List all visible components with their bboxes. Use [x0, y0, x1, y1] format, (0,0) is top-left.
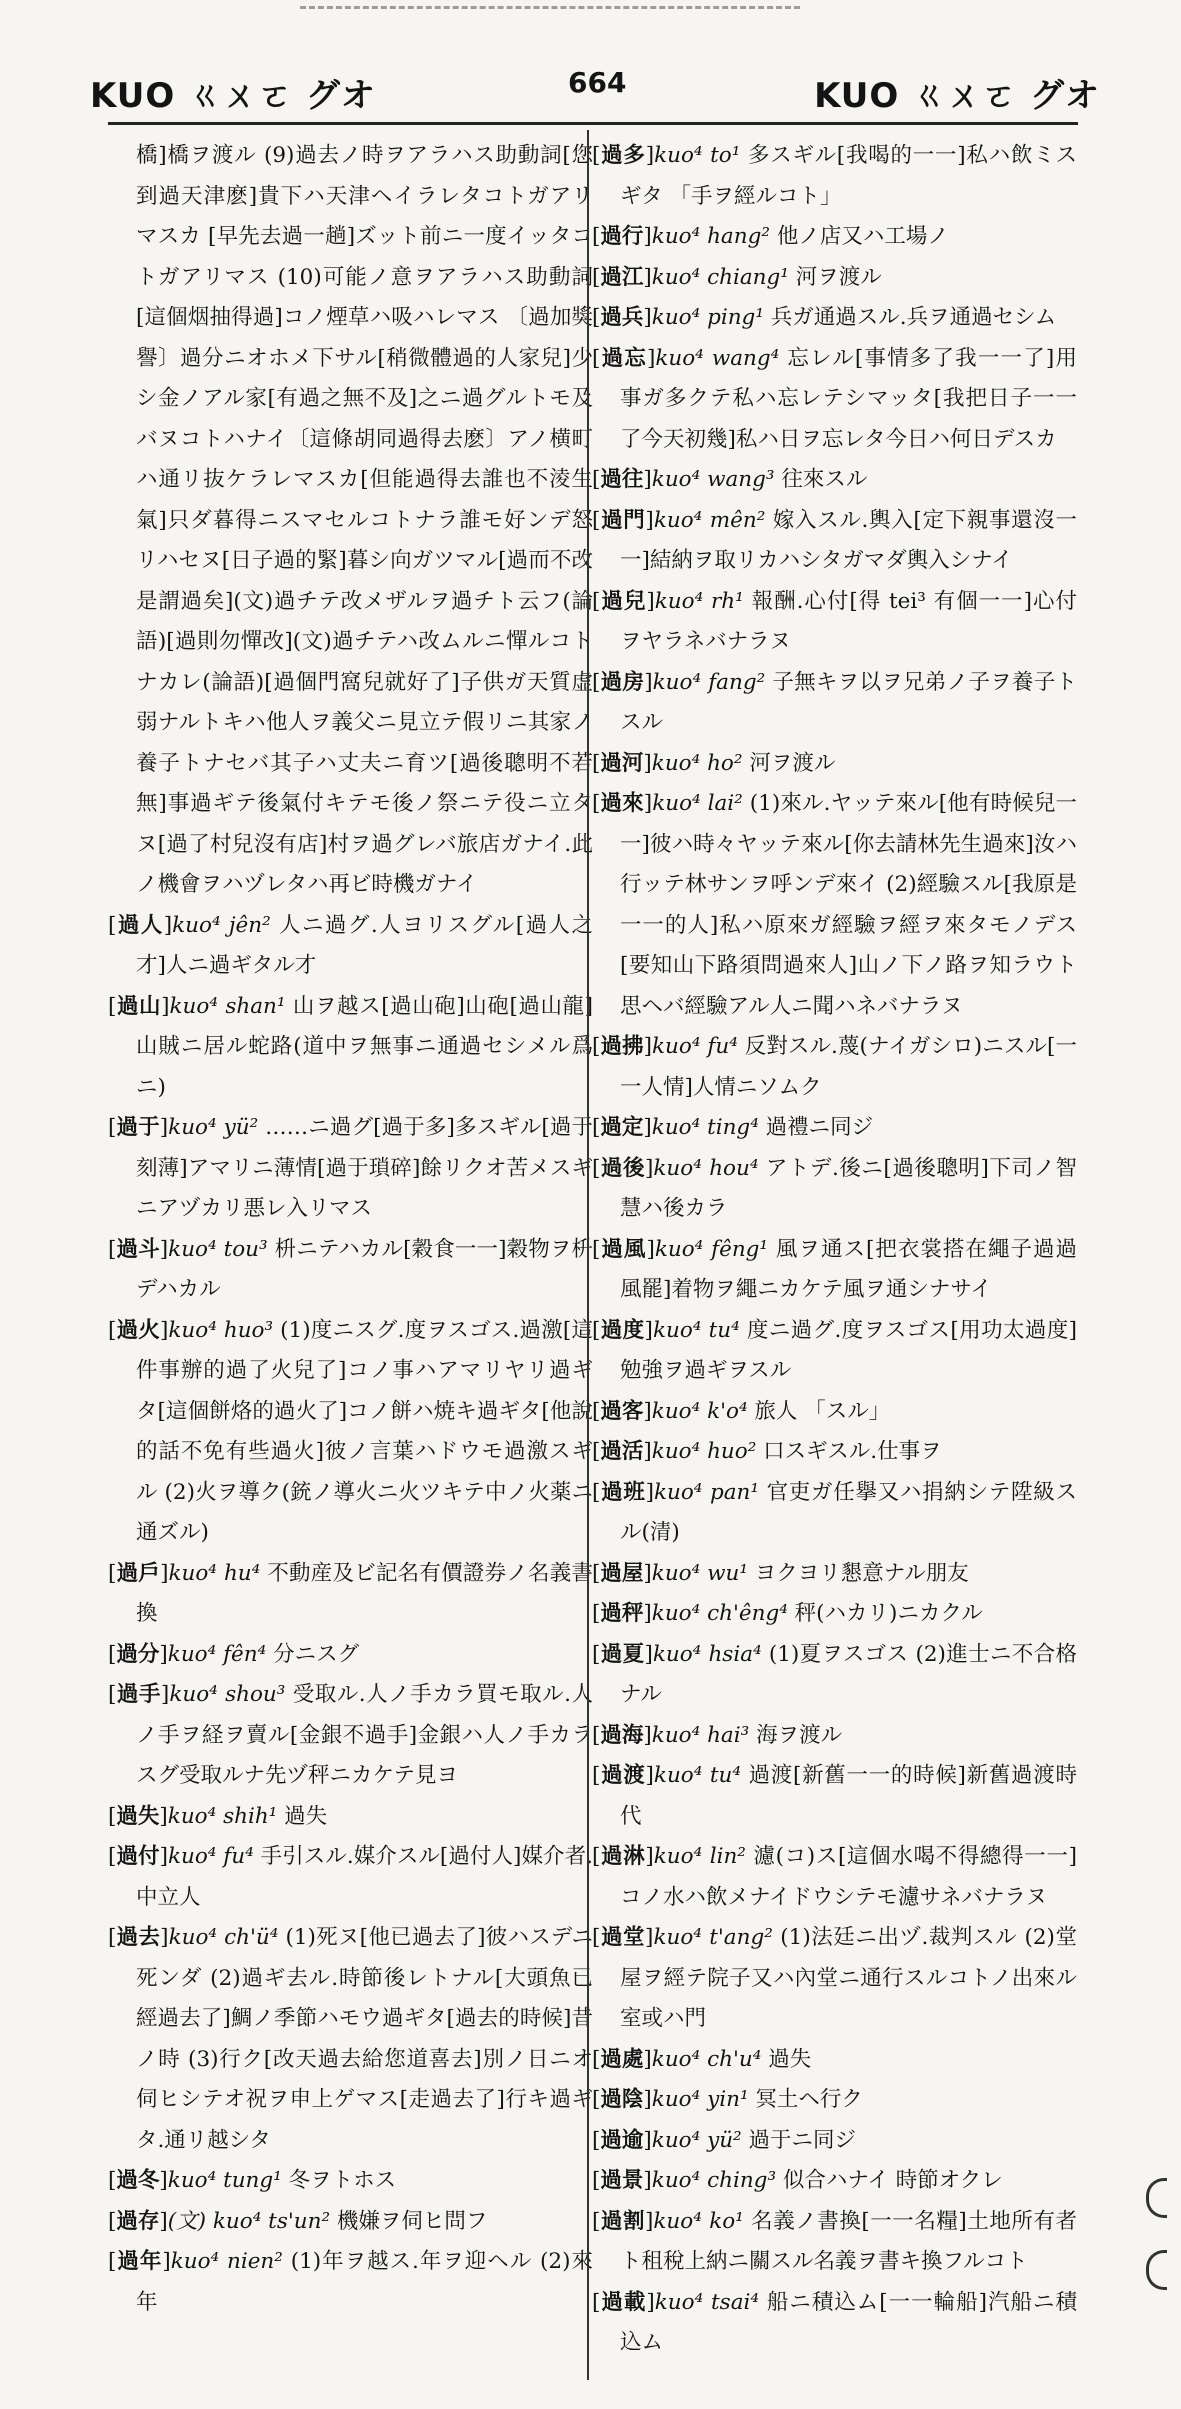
dictionary-entry: [過往]kuo⁴ wang³ 往來スル: [592, 467, 868, 492]
dictionary-entry: [過拂]kuo⁴ fu⁴ 反對スル.蔑(ナイガシロ)ニスル[一一人情]人情ニソムク: [592, 1034, 1077, 1100]
entry-definition: ヨクヨリ懇意ナル朋友: [754, 1560, 969, 1586]
entry-romanization: kuo⁴ ko¹: [653, 2208, 744, 2234]
entry-romanization: kuo⁴ huo³: [168, 1317, 274, 1343]
entry-headword: 過往: [600, 467, 644, 492]
margin-bracket-mark: [1146, 2178, 1167, 2218]
entry-definition: 冥土ヘ行ク: [755, 2087, 863, 2112]
entry-romanization: kuo⁴ rh¹: [654, 588, 744, 614]
entry-romanization: kuo⁴ ch'ü⁴: [168, 1925, 279, 1950]
entry-romanization: kuo⁴ shou³: [169, 1682, 286, 1707]
entry-definition: (1)年ヲ越ス.年ヲ迎ヘル (2)來年: [135, 2249, 593, 2315]
dictionary-entry: [過夏]kuo⁴ hsia⁴ (1)夏ヲスゴス (2)進士ニ不合格ナル: [592, 1641, 1077, 1707]
entry-romanization: kuo⁴ fên⁴: [167, 1641, 267, 1667]
entry-headword: 過于: [116, 1115, 160, 1140]
dictionary-entry: [過山]kuo⁴ shan¹ 山ヲ越ス[過山砲]山砲[過山龍]山賊ニ居ル蛇路(道中ヲ無事ニ通過セシメル爲ニ): [108, 993, 593, 1100]
dictionary-entry: [過手]kuo⁴ shou³ 受取ル.人ノ手カラ買モ取ル.人ノ手ヲ経ヲ賣ル[金銀不過手]金銀ハ人ノ手カラスグ受取ルナ先ヅ秤ニカケテ見ヨ: [108, 1682, 593, 1788]
dictionary-entry: [過河]kuo⁴ ho² 河ヲ渡ル: [592, 750, 836, 776]
entry-definition: 往來スル: [781, 467, 868, 492]
entry-headword: 過定: [600, 1115, 644, 1140]
entry-romanization: kuo⁴ ch'u⁴: [651, 2046, 762, 2072]
dictionary-entry: [過戶]kuo⁴ hu⁴ 不動産及ビ記名有價證券ノ名義書換: [108, 1560, 593, 1626]
entry-definition: 秤(ハカリ)ニカクル: [794, 1601, 983, 1626]
page-number: 664: [568, 66, 627, 99]
entry-headword: 過忘: [600, 345, 647, 371]
entry-romanization: kuo⁴ hai³: [651, 1722, 750, 1748]
entry-romanization: kuo⁴ wang⁴: [655, 345, 780, 371]
entry-romanization: kuo⁴ pan¹: [653, 1479, 759, 1505]
dictionary-entry: [過年]kuo⁴ nien² (1)年ヲ越ス.年ヲ迎ヘル (2)來年: [108, 2249, 593, 2315]
entry-definition: 忘レル[事情多了我一一了]用事ガ多クテ私ハ忘レテシマッタ[我把日子一一了今天初幾]私ハ日ヲ忘レタ今日ハ何日デスカ: [619, 345, 1077, 452]
dictionary-entry: [過于]kuo⁴ yü² ……ニ過グ[過于多]多スギル[過于刻薄]アマリニ薄情[過于瑣碎]餘リクオ苦メスギニアヅカリ悪レ入リマス: [108, 1115, 593, 1221]
entry-headword: 過江: [600, 264, 644, 290]
column-divider: [587, 130, 589, 2380]
header-rule: [108, 122, 1078, 125]
entry-romanization: kuo⁴ ho²: [651, 750, 743, 776]
entry-romanization: kuo⁴ tu⁴: [653, 1763, 742, 1788]
entry-romanization: kuo⁴ hou⁴: [653, 1155, 759, 1181]
dictionary-entry: [過分]kuo⁴ fên⁴ 分ニスグ: [108, 1641, 360, 1667]
entry-headword: 過海: [600, 1722, 644, 1748]
entry-romanization: kuo⁴ ching³: [651, 2168, 777, 2193]
dictionary-entry: [過處]kuo⁴ ch'u⁴ 過失: [592, 2046, 812, 2072]
scan-edge-marks: [300, 6, 800, 15]
entry-romanization: kuo⁴ huo²: [651, 1439, 757, 1464]
dictionary-entry: [過風]kuo⁴ fêng¹ 風ヲ通ス[把衣裳搭在繩子過過風罷]着物ヲ繩ニカケテ風ヲ通シナサイ: [592, 1236, 1077, 1302]
entry-headword: 過山: [116, 993, 162, 1019]
entry-headword: 過後: [600, 1155, 645, 1181]
dictionary-entry: [過火]kuo⁴ huo³ (1)度ニスグ.度ヲスゴス.過激[這件事辦的過了火兒了]コノ事ハアマリヤリ過ギタ[這個餅烙的過火了]コノ餅ハ焼キ過ギタ[他說的話不免有些過火]彼ノ言葉ハドウモ過激スギル (2)火ヲ導ク(銃ノ導火ニ火ツキテ中ノ火薬ニ通ズル): [108, 1317, 593, 1545]
dictionary-entry: [過存](文) kuo⁴ ts'un² 機嫌ヲ伺ヒ問フ: [108, 2208, 488, 2234]
entry-definition: 似合ハナイ 時節オクレ: [782, 2168, 1003, 2193]
entry-headword: 過去: [116, 1925, 161, 1950]
entry-romanization: kuo⁴ tsai⁴: [654, 2289, 760, 2315]
entry-headword: 過行: [600, 224, 644, 249]
dictionary-entry: [過海]kuo⁴ hai³ 海ヲ渡ル: [592, 1722, 843, 1748]
entry-definition: (1)來ル.ヤッテ來ル[他有時候兒一一]彼ハ時々ヤッテ來ル[你去請林先生過來]汝ハ行ッテ林サンヲ呼ンデ來イ (2)經驗スル[我原是一一的人]私ハ原來ガ經驗ヲ經ヲ來タモノデス[要知山下路須問過來人]山ノ下ノ路ヲ知ラウト思ヘバ經驗アル人ニ聞ハネバナラヌ: [619, 791, 1077, 1019]
entry-definition: ……ニ過グ[過于多]多スギル[過于刻薄]アマリニ薄情[過于瑣碎]餘リクオ苦メスギニアヅカリ悪レ入リマス: [135, 1115, 593, 1221]
entry-definition: (1)死ヌ[他已過去了]彼ハスデニ死ンダ (2)過ギ去ル.時節後レトナル[大頭魚已經過去了]鯛ノ季節ハモウ過ギタ[過去的時候]昔ノ時 (3)行ク[改天過去給您道喜去]別ノ日ニオ伺ヒシテオ祝ヲ申上ゲマス[走過去了]行キ過ギタ.通リ越シタ: [135, 1925, 593, 2153]
entry-headword: 過淋: [600, 1844, 646, 1869]
dictionary-entry: [過房]kuo⁴ fang² 子無キヲ以ヲ兄弟ノ子ヲ養子トスル: [592, 669, 1077, 735]
dictionary-entry: [過載]kuo⁴ tsai⁴ 船ニ積込ム[一一輪船]汽船ニ積込ム: [592, 2289, 1077, 2355]
entry-romanization: kuo⁴ mên²: [653, 507, 766, 533]
entry-definition: 過失: [768, 2046, 812, 2072]
entry-headword: 過門: [600, 507, 646, 533]
entry-romanization: kuo⁴ tou³: [168, 1236, 268, 1262]
entry-headword: 過分: [116, 1641, 160, 1667]
entry-romanization: kuo⁴ fêng¹: [654, 1236, 769, 1262]
entry-definition: 不動産及ビ記名有價證券ノ名義書換: [135, 1560, 593, 1626]
entry-definition: 船ニ積込ム[一一輪船]汽船ニ積込ム: [619, 2289, 1077, 2355]
dictionary-entry: [過門]kuo⁴ mên² 嫁入スル.輿入[定下親事還沒一一]結納ヲ取リカハシタガマダ輿入シナイ: [592, 507, 1077, 573]
entry-headword: 過斗: [116, 1236, 160, 1262]
entry-definition: アトデ.後ニ[過後聰明]下司ノ智慧ハ後カラ: [619, 1155, 1077, 1221]
entry-definition: 分ニスグ: [273, 1641, 360, 1667]
entry-definition: 海ヲ渡ル: [756, 1722, 843, 1748]
entry-headword: 過渡: [600, 1763, 646, 1788]
entry-definition: 橋]橋ヲ渡ル (9)過去ノ時ヲアラハス助動詞[您到過天津麽]貴下ハ天津ヘイラレタコトガアリマスカ [早先去過一趟]ズット前ニ一度イッタコトガアリマス (10)可能ノ意ヲアラハス助動詞[這個烟抽得過]コノ煙草ハ吸ハレマス 〔過加獎譽〕過分ニオホメ下サル[稍微體過的人家兒]少シ金ノアル家[有過之無不及]之ニ過グルトモ及バヌコトハナイ〔這條胡同過得去麽〕アノ横町ハ通リ抜ケラレマスカ[但能過得去誰也不淩生氣]只ダ暮得ニスマセルコトナラ誰モ好ンデ怒リハセヌ[日子過的緊]暮シ向ガツマル[過而不改是謂過矣](文)過チテ改メザルヲ過チト云フ(論語)[過則勿憚改](文)過チテハ改ムルニ憚ルコトナカレ(論語)[過個門窩兒就好了]子供ガ天質虚弱ナルトキハ他人ヲ義父ニ見立テ假リニ其家ノ養子トナセバ其子ハ丈夫ニ育ツ[過後聰明不若無]事過ギテ後氣付キテモ後ノ祭ニテ役ニ立タヌ[過了村兒沒有店]村ヲ過グレバ旅店ガナイ.此ノ機會ヲハヅレタハ再ビ時機ガナイ: [135, 143, 593, 897]
entry-definition: 河ヲ渡ル: [795, 264, 882, 290]
entry-definition: 風ヲ通ス[把衣裳搭在繩子過過風罷]着物ヲ繩ニカケテ風ヲ通シナサイ: [619, 1236, 1077, 1302]
running-head-left: KUO ㄍㄨㄛ グオ: [90, 76, 376, 116]
dictionary-entry: [過逾]kuo⁴ yü² 過于ニ同ジ: [592, 2127, 857, 2153]
entry-romanization: kuo⁴ fu⁴: [167, 1844, 254, 1869]
dictionary-entry: [過活]kuo⁴ huo² 口スギスル.仕事ヲ: [592, 1439, 942, 1464]
entry-headword: 過付: [116, 1844, 160, 1869]
entry-headword: 過火: [116, 1317, 160, 1343]
entry-romanization: kuo⁴ ch'êng⁴: [651, 1601, 788, 1626]
entry-headword: 過度: [600, 1317, 645, 1343]
margin-bracket-mark: [1146, 2250, 1167, 2290]
entry-romanization: kuo⁴ fu⁴: [652, 1034, 738, 1059]
entry-romanization: kuo⁴ shan¹: [169, 993, 286, 1019]
entry-romanization: kuo⁴ tung¹: [167, 2168, 282, 2193]
entry-definition: 人ニ過グ.人ヨリスグル[過人之才]人ニ過ギタル才: [135, 912, 593, 978]
entry-definition: 機嫌ヲ伺ヒ問フ: [336, 2208, 488, 2234]
dictionary-entry: [過渡]kuo⁴ tu⁴ 過渡[新舊一一的時候]新舊過渡時代: [592, 1763, 1077, 1829]
dictionary-entry: [過多]kuo⁴ to¹ 多スギル[我喝的一一]私ハ飲ミスギタ 「手ヲ經ルコト」: [592, 143, 1077, 209]
entry-romanization: kuo⁴ jên²: [172, 912, 271, 938]
entry-definition: 官吏ガ任擧又ハ捐納シテ陞級スル(清): [619, 1479, 1077, 1545]
entry-headword: 過班: [600, 1479, 646, 1505]
entry-definition: 手引スル.媒介スル[過付人]媒介者.中立人: [135, 1844, 593, 1910]
entry-headword: 過河: [600, 750, 644, 776]
entry-headword: 過陰: [600, 2087, 644, 2112]
entry-definition: 旅人 「スル」: [754, 1398, 891, 1424]
entry-headword: 過房: [600, 669, 645, 695]
dictionary-entry: [過客]kuo⁴ k'o⁴ 旅人 「スル」: [592, 1398, 891, 1424]
entry-headword: 過夏: [600, 1641, 645, 1667]
entry-headword: 過多: [600, 143, 646, 168]
dictionary-entry: [過淋]kuo⁴ lin² 濾(コ)ス[這個水喝不得總得一一]コノ水ハ飲メナイドウシテモ濾サネバナラヌ: [592, 1844, 1077, 1910]
dictionary-entry: [過兒]kuo⁴ rh¹ 報酬.心付[得 tei³ 有個一一]心付ヲヤラネバナラヌ: [592, 588, 1077, 654]
dictionary-entry: [過人]kuo⁴ jên² 人ニ過グ.人ヨリスグル[過人之才]人ニ過ギタル才: [108, 912, 593, 978]
entry-definition: (1)度ニスグ.度ヲスゴス.過激[這件事辦的過了火兒了]コノ事ハアマリヤリ過ギタ[這個餅烙的過火了]コノ餅ハ焼キ過ギタ[他說的話不免有些過火]彼ノ言葉ハドウモ過激スギル (2)火ヲ導ク(銃ノ導火ニ火ツキテ中ノ火薬ニ通ズル): [135, 1317, 593, 1545]
entry-definition: 名義ノ書換[一一名糧]土地所有者ト租稅上納ニ關スル名義ヲ書キ換フルコト: [619, 2208, 1077, 2274]
dictionary-entry: [過陰]kuo⁴ yin¹ 冥土ヘ行ク: [592, 2087, 863, 2112]
entry-romanization: kuo⁴ yin¹: [651, 2087, 749, 2112]
entry-definition: 過禮ニ同ジ: [765, 1115, 874, 1140]
dictionary-entry: [過江]kuo⁴ chiang¹ 河ヲ渡ル: [592, 264, 882, 290]
entry-romanization: kuo⁴ t'ang²: [653, 1925, 773, 1950]
dictionary-entry: [108, 136, 593, 906]
entry-definition: 反對スル.蔑(ナイガシロ)ニスル[一一人情]人情ニソムク: [619, 1034, 1077, 1100]
entry-headword: 過載: [600, 2289, 647, 2315]
entry-romanization: kuo⁴ lin²: [653, 1844, 746, 1869]
entry-headword: 過景: [600, 2168, 644, 2193]
entry-definition: 冬ヲトホス: [288, 2168, 397, 2193]
entry-romanization: (文) kuo⁴ ts'un²: [167, 2208, 331, 2234]
entry-headword: 過拂: [600, 1034, 644, 1059]
running-head-right: KUO ㄍㄨㄛ グオ: [814, 76, 1100, 116]
entry-headword: 過手: [116, 1682, 161, 1707]
entry-headword: 過存: [116, 2208, 160, 2234]
entry-definition: 濾(コ)ス[這個水喝不得總得一一]コノ水ハ飲メナイドウシテモ濾サネバナラヌ: [619, 1844, 1077, 1910]
entry-definition: 受取ル.人ノ手カラ買モ取ル.人ノ手ヲ経ヲ賣ル[金銀不過手]金銀ハ人ノ手カラスグ受取ルナ先ヅ秤ニカケテ見ヨ: [135, 1682, 593, 1788]
dictionary-entry: [過兵]kuo⁴ ping¹ 兵ガ通過スル.兵ヲ通過セシム: [592, 305, 1057, 330]
entry-romanization: kuo⁴ shih¹: [167, 1803, 278, 1829]
right-column: [592, 136, 1077, 2376]
dictionary-entry: [過定]kuo⁴ ting⁴ 過禮ニ同ジ: [592, 1115, 874, 1140]
entry-definition: (1)法廷ニ出ヅ.裁判スル (2)堂屋ヲ經テ院子又ハ內堂ニ通行スルコトノ出來ル室或ハ門: [619, 1925, 1077, 2031]
entry-definition: 度ニ過グ.度ヲスゴス[用功太過度]勉強ヲ過ギヲスル: [619, 1317, 1077, 1383]
entry-romanization: kuo⁴ nien²: [170, 2249, 283, 2274]
entry-headword: 過兵: [600, 305, 644, 330]
dictionary-entry: [過去]kuo⁴ ch'ü⁴ (1)死ヌ[他已過去了]彼ハスデニ死ンダ (2)過ギ去ル.時節後レトナル[大頭魚已經過去了]鯛ノ季節ハモウ過ギタ[過去的時候]昔ノ時 (3)行ク[改天過去給您道喜去]別ノ日ニオ伺ヒシテオ祝ヲ申上ゲマス[走過去了]行キ過ギタ.通リ越シタ: [108, 1925, 593, 2153]
entry-romanization: kuo⁴ yü²: [651, 2127, 742, 2153]
entry-headword: 過失: [116, 1803, 160, 1829]
entry-romanization: kuo⁴ to¹: [654, 143, 741, 168]
entry-headword: 過活: [600, 1439, 644, 1464]
entry-romanization: kuo⁴ wang³: [651, 467, 775, 492]
dictionary-entry: [過屋]kuo⁴ wu¹ ヨクヨリ懇意ナル朋友: [592, 1560, 969, 1586]
entry-definition: 嫁入スル.輿入[定下親事還沒一一]結納ヲ取リカハシタガマダ輿入シナイ: [619, 507, 1077, 573]
entry-definition: 過失: [284, 1803, 328, 1829]
entry-headword: 過逾: [600, 2127, 644, 2153]
dictionary-entry: [過秤]kuo⁴ ch'êng⁴ 秤(ハカリ)ニカクル: [592, 1601, 983, 1626]
page-header: [90, 58, 1100, 118]
entry-romanization: kuo⁴ ting⁴: [651, 1115, 759, 1140]
dictionary-entry: [過堂]kuo⁴ t'ang² (1)法廷ニ出ヅ.裁判スル (2)堂屋ヲ經テ院子又ハ內堂ニ通行スルコトノ出來ル室或ハ門: [592, 1925, 1077, 2031]
dictionary-entry: [過景]kuo⁴ ching³ 似合ハナイ 時節オクレ: [592, 2168, 1003, 2193]
dictionary-entry: [過付]kuo⁴ fu⁴ 手引スル.媒介スル[過付人]媒介者.中立人: [108, 1844, 593, 1910]
entry-definition: 過渡[新舊一一的時候]新舊過渡時代: [619, 1763, 1077, 1829]
entry-headword: 過處: [600, 2046, 644, 2072]
dictionary-entry: [過斗]kuo⁴ tou³ 枡ニテハカル[穀食一一]穀物ヲ枡デハカル: [108, 1236, 593, 1302]
dictionary-entry: [過割]kuo⁴ ko¹ 名義ノ書換[一一名糧]土地所有者ト租稅上納ニ關スル名義ヲ書キ換フルコト: [592, 2208, 1077, 2274]
dictionary-entry: [過冬]kuo⁴ tung¹ 冬ヲトホス: [108, 2168, 397, 2193]
entry-romanization: kuo⁴ hsia⁴: [652, 1641, 762, 1667]
entry-romanization: kuo⁴ k'o⁴: [651, 1398, 748, 1424]
entry-definition: 河ヲ渡ル: [749, 750, 836, 776]
entry-definition: 山ヲ越ス[過山砲]山砲[過山龍]山賊ニ居ル蛇路(道中ヲ無事ニ通過セシメル爲ニ): [135, 993, 593, 1100]
entry-definition: 子無キヲ以ヲ兄弟ノ子ヲ養子トスル: [619, 669, 1077, 735]
dictionary-entry: [過來]kuo⁴ lai² (1)來ル.ヤッテ來ル[他有時候兒一一]彼ハ時々ヤッテ來ル[你去請林先生過來]汝ハ行ッテ林サンヲ呼ンデ來イ (2)經驗スル[我原是一一的人]私ハ原來ガ經驗ヲ經ヲ來タモノデス[要知山下路須問過來人]山ノ下ノ路ヲ知ラウト思ヘバ經驗アル人ニ聞ハネバナラヌ: [592, 791, 1077, 1019]
entry-romanization: kuo⁴ chiang¹: [651, 264, 789, 290]
entry-definition: 枡ニテハカル[穀食一一]穀物ヲ枡デハカル: [135, 1236, 593, 1302]
entry-headword: 過兒: [600, 588, 647, 614]
entry-romanization: kuo⁴ fang²: [652, 669, 766, 695]
entry-headword: 過客: [600, 1398, 644, 1424]
dictionary-entry: [過後]kuo⁴ hou⁴ アトデ.後ニ[過後聰明]下司ノ智慧ハ後カラ: [592, 1155, 1077, 1221]
entry-romanization: kuo⁴ wu¹: [651, 1560, 748, 1586]
entry-definition: 報酬.心付[得 tei³ 有個一一]心付ヲヤラネバナラヌ: [619, 588, 1077, 654]
entry-romanization: kuo⁴ hang²: [651, 224, 770, 249]
entry-headword: 過來: [600, 791, 644, 816]
entry-headword: 過年: [116, 2249, 163, 2274]
entry-definition: 兵ガ通過スル.兵ヲ通過セシム: [770, 305, 1057, 330]
entry-romanization: kuo⁴ yü²: [168, 1115, 259, 1140]
entry-headword: 過風: [600, 1236, 647, 1262]
entry-romanization: kuo⁴ tu⁴: [652, 1317, 740, 1343]
left-column: [108, 136, 593, 2376]
entry-romanization: kuo⁴ hu⁴: [168, 1560, 261, 1586]
entry-romanization: kuo⁴ lai²: [652, 791, 743, 816]
entry-definition: (1)夏ヲスゴス (2)進士ニ不合格ナル: [619, 1641, 1077, 1707]
dictionary-entry: [過忘]kuo⁴ wang⁴ 忘レル[事情多了我一一了]用事ガ多クテ私ハ忘レテシマッタ[我把日子一一了今天初幾]私ハ日ヲ忘レタ今日ハ何日デスカ: [592, 345, 1077, 452]
entry-definition: 多スギル[我喝的一一]私ハ飲ミスギタ 「手ヲ經ルコト」: [619, 143, 1077, 209]
entry-romanization: kuo⁴ ping¹: [651, 305, 764, 330]
entry-headword: 過秤: [600, 1601, 644, 1626]
entry-headword: 過戶: [116, 1560, 161, 1586]
entry-headword: 過人: [116, 912, 164, 938]
entry-headword: 過割: [600, 2208, 645, 2234]
entry-headword: 過堂: [600, 1925, 646, 1950]
dictionary-entry: [過班]kuo⁴ pan¹ 官吏ガ任擧又ハ捐納シテ陞級スル(清): [592, 1479, 1077, 1545]
dictionary-entry: [過失]kuo⁴ shih¹ 過失: [108, 1803, 328, 1829]
entry-headword: 過冬: [116, 2168, 160, 2193]
entry-headword: 過屋: [600, 1560, 644, 1586]
entry-definition: 過于ニ同ジ: [748, 2127, 857, 2153]
entry-definition: 他ノ店又ハ工場ノ: [776, 224, 949, 249]
dictionary-entry: [過行]kuo⁴ hang² 他ノ店又ハ工場ノ: [592, 224, 949, 249]
entry-definition: 口スギスル.仕事ヲ: [763, 1439, 942, 1464]
dictionary-entry: [過度]kuo⁴ tu⁴ 度ニ過グ.度ヲスゴス[用功太過度]勉強ヲ過ギヲスル: [592, 1317, 1077, 1383]
